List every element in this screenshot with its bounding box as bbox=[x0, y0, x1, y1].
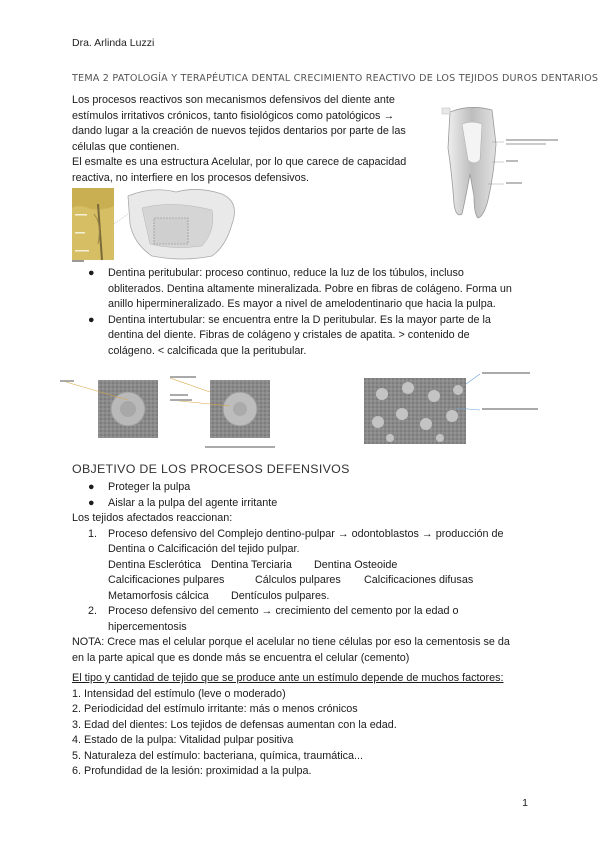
note-line: en la parte apical que es donde más se encuentra el celular (cemento) bbox=[72, 651, 410, 664]
factor-item: 6. Profundidad de la lesión: proximidad a la pulpa. bbox=[72, 765, 312, 777]
objectives-section bbox=[72, 480, 532, 666]
intro-paragraph bbox=[72, 93, 424, 186]
type-cell: Calcificaciones pulpares bbox=[108, 574, 225, 586]
bullet-icon: ● bbox=[88, 313, 95, 326]
bullet-icon: ● bbox=[88, 496, 95, 509]
objectives-heading: OBJETIVO DE LOS PROCESOS DEFENSIVOS bbox=[72, 462, 350, 476]
list-item bbox=[72, 604, 532, 635]
list-number: 2. bbox=[88, 605, 98, 617]
types-row bbox=[108, 573, 532, 589]
item-line: hipercementosis bbox=[108, 620, 187, 633]
item-line: Dentina o Calcificación del tejido pulpar. bbox=[108, 543, 300, 555]
list-item bbox=[72, 266, 522, 313]
list-item bbox=[72, 527, 532, 558]
bullet-line: anillo hipermineralizado. Es mayor a nivel de amelodentinario que hacia la pulpa. bbox=[108, 298, 496, 310]
micrographs-figure bbox=[60, 366, 580, 456]
type-cell: Calcificaciones difusas bbox=[364, 574, 474, 586]
factor-item: 3. Edad del dientes: Los tejidos de defensas aumentan con la edad. bbox=[72, 718, 397, 731]
bullet-icon: ● bbox=[88, 481, 95, 493]
intro-line: Los procesos reactivos son mecanismos defensivos del diente ante bbox=[72, 94, 395, 106]
factor-item: 2. Periodicidad del estímulo irritante: más o menos crónicos bbox=[72, 703, 358, 715]
objective-text: Proteger la pulpa bbox=[108, 481, 191, 493]
types-row bbox=[108, 558, 532, 574]
objective-text: Aislar a la pulpa del agente irritante bbox=[108, 496, 278, 509]
list-item bbox=[72, 480, 532, 496]
dentin-types-grid bbox=[72, 558, 532, 605]
factor-item: 5. Naturaleza del estímulo: bacteriana, química, traumática... bbox=[72, 749, 364, 762]
bullet-line: colágeno. < calcificada que la peritubular. bbox=[108, 344, 307, 357]
page-number: 1 bbox=[522, 797, 528, 809]
intro-line: reactiva, no interfiere en los procesos defensivos. bbox=[72, 171, 310, 184]
tooth-section-figure bbox=[440, 104, 570, 222]
author-header: Dra. Arlinda Luzzi bbox=[72, 37, 155, 49]
bullet-line: Dentina peritubular: proceso continuo, reduce la luz de los túbulos, incluso bbox=[108, 267, 464, 279]
note-line: NOTA: Crece mas el celular porque el acelular no tiene células por eso la cementosis se da bbox=[72, 636, 510, 648]
enamel-dentin-figure bbox=[72, 184, 248, 264]
bullet-line: dentina del diente. Fibras de colágeno y cristales de apatita. > contenido de bbox=[108, 329, 470, 341]
factors-title: El tipo y cantidad de tejido que se produce ante un estímulo depende de muchos factores: bbox=[72, 672, 504, 684]
list-number: 1. bbox=[88, 527, 98, 540]
type-cell: Dentina Osteoide bbox=[314, 558, 398, 571]
type-cell: Cálculos pulpares bbox=[255, 574, 341, 586]
type-cell: Dentina Terciaria bbox=[211, 558, 292, 571]
type-cell: Dentículos pulpares. bbox=[231, 589, 330, 602]
intro-line: estímulos irritativos crónicos, tanto fisiológicos como patológicos → bbox=[72, 109, 395, 122]
react-intro: Los tejidos afectados reaccionan: bbox=[72, 512, 233, 524]
type-cell: Dentina Esclerótica bbox=[108, 558, 202, 571]
bullet-line: Dentina intertubular: se encuentra entre la D peritubular. Es la mayor parte de la bbox=[108, 313, 491, 326]
bullet-line: obliterados. Dentina altamente mineralizada. Pobre en fibras de colágeno. Forma un bbox=[108, 282, 512, 295]
list-item bbox=[72, 496, 532, 512]
factor-item: 4. Estado de la pulpa: Vitalidad pulpar positiva bbox=[72, 734, 294, 746]
factor-item: 1. Intensidad del estímulo (leve o moderado) bbox=[72, 687, 286, 700]
factors-section bbox=[72, 671, 532, 780]
list-item bbox=[72, 313, 522, 360]
type-cell: Metamorfosis cálcica bbox=[108, 589, 209, 602]
types-row bbox=[108, 589, 532, 605]
intro-line: El esmalte es una estructura Acelular, por lo que carece de capacidad bbox=[72, 156, 407, 168]
intro-line: células que contienen. bbox=[72, 140, 180, 153]
dentin-types-list bbox=[72, 266, 522, 359]
item-line: Proceso defensivo del cemento → crecimiento del cemento por la edad o bbox=[108, 605, 459, 617]
bullet-icon: ● bbox=[88, 267, 95, 279]
item-line: Proceso defensivo del Complejo dentino-pulpar → odontoblastos → producción de bbox=[108, 527, 504, 540]
intro-line: dando lugar a la creación de nuevos tejidos dentarios por parte de las bbox=[72, 125, 406, 137]
topic-title: TEMA 2 PATOLOGÍA Y TERAPÉUTICA DENTAL CRECIMIENTO REACTIVO DE LOS TEJIDOS DUROS DENTARIOS bbox=[72, 73, 599, 84]
